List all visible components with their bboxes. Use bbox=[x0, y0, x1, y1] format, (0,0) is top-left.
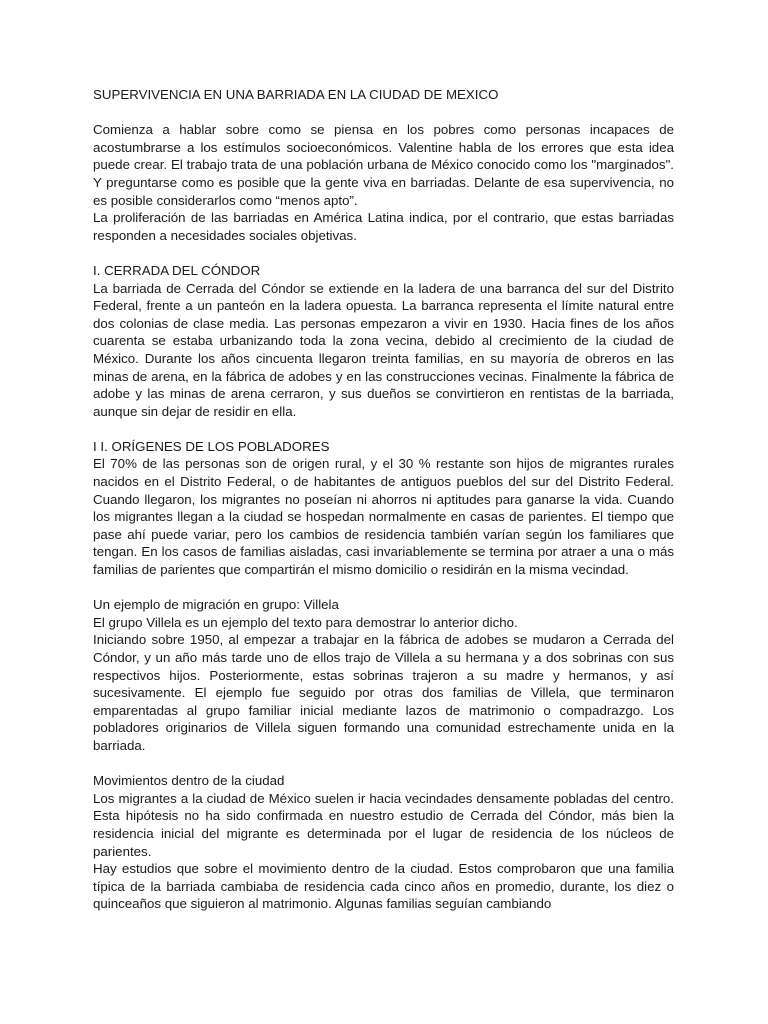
section-heading: I. CERRADA DEL CÓNDOR bbox=[93, 262, 261, 278]
intro-section bbox=[93, 121, 674, 244]
section-movimientos bbox=[93, 772, 674, 913]
section-paragraph: Iniciando sobre 1950, al empezar a trabajar en la fábrica de adobes se mudaron a Cerrada del Cóndor, y un año más tarde uno de ellos trajo de Villela a su hermana y a dos sobrinas con sus respectivos hijos. Posteriormente, estas sobrinas trajeron a su madre y hermanos, y así sucesivamente. El ejemplo fue seguido por otras dos familias de Villela, que terminaron emparentadas al grupo familiar inicial mediante lazos de matrimonio o compadrazgo. Los pobladores originarios de Villela siguen formando una comunidad estrechamente unida en la barriada. bbox=[93, 632, 674, 753]
section-paragraph: El 70% de las personas son de origen rural, y el 30 % restante son hijos de migrantes rurales nacidos en el Distrito Federal, o de habitantes de antiguos pueblos del sur del Distrito Federal. Cuando llegaron, los migrantes no poseían ni ahorros ni aptitudes para ganarse la vida. Cuando los migrantes llegan a la ciudad se hospedan normalmente en casas de parientes. El tiempo que pase ahí puede variar, pero los cambios de residencia también varían según los familiares que tengan. En los casos de familias aisladas, casi invariablemente se termina por atraer a una o más familias de parientes que compartirán el mismo domicilio o residirán en la misma vecindad. bbox=[93, 456, 674, 578]
section-paragraph: La barriada de Cerrada del Cóndor se extiende en la ladera de una barranca del sur del Distrito Federal, frente a un panteón en la ladera opuesta. La barranca representa el límite natural entre dos colonias de clase media. Las personas empezaron a vivir en 1930. Hacia fines de los años cuarenta se estaba urbanizando toda la zona vecina, debido al crecimiento de la ciudad de México. Durante los años cincuenta llegaron treinta familias, en su mayoría de obreros en las minas de arena, en la fábrica de adobes y en las construcciones vecinas. Finalmente la fábrica de adobe y las minas de arena cerraron, y sus dueños se convirtieron en rentistas de la barriada, aunque sin dejar de residir en ella. bbox=[93, 280, 674, 419]
document-page bbox=[93, 86, 674, 931]
section-cerrada-del-condor bbox=[93, 262, 674, 420]
document-title: SUPERVIVENCIA EN UNA BARRIADA EN LA CIUDAD DE MEXICO bbox=[93, 87, 499, 102]
section-heading: Un ejemplo de migración en grupo: Villela bbox=[93, 597, 339, 613]
intro-paragraph-1: Comienza a hablar sobre como se piensa en los pobres como personas incapaces de acostumbrarse a los estímulos socioeconómicos. Valentine habla de los errores que esta idea puede crear. El trabajo trata de una población urbana de México conocido como los "marginados". Y preguntarse como es posible que la gente viva en barriadas. Delante de esa supervivencia, no es posible considerarlos como “menos apto”. bbox=[93, 122, 674, 208]
section-paragraph: Hay estudios que sobre el movimiento dentro de la ciudad. Estos comprobaron que una familia típica de la barriada cambiaba de residencia cada cinco años en promedio, durante, los diez o quinceaños que siguieron al matrimonio. Algunas familias seguían cambiando bbox=[93, 861, 674, 912]
intro-paragraph-2: La proliferación de las barriadas en América Latina indica, por el contrario, que estas barriadas responden a necesidades sociales objetivas. bbox=[93, 210, 674, 243]
section-villela bbox=[93, 596, 674, 754]
section-paragraph: El grupo Villela es un ejemplo del texto para demostrar lo anterior dicho. bbox=[93, 614, 518, 630]
section-heading: I I. ORÍGENES DE LOS POBLADORES bbox=[93, 438, 330, 454]
section-origenes bbox=[93, 438, 674, 579]
section-paragraph: Los migrantes a la ciudad de México suelen ir hacia vecindades densamente pobladas del centro. Esta hipótesis no ha sido confirmada en nuestro estudio de Cerrada del Cóndor, más bien la residencia inicial del migrante es determinada por el lugar de residencia de los núcleos de parientes. bbox=[93, 790, 674, 859]
section-heading: Movimientos dentro de la ciudad bbox=[93, 773, 285, 789]
